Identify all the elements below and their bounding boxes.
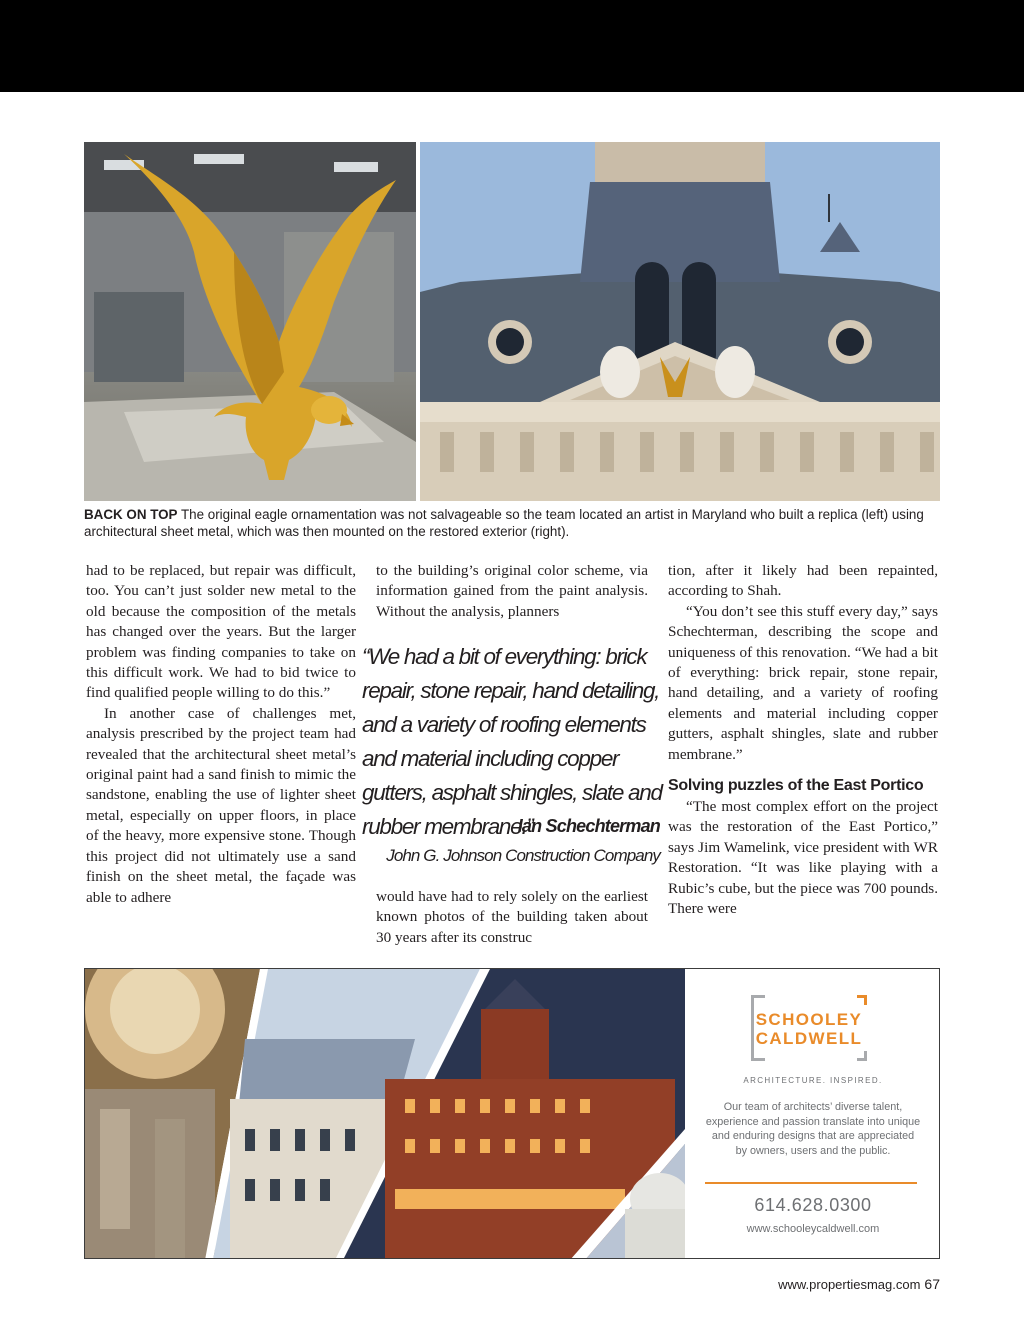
paragraph: had to be replaced, but repair was difficult, too. You can’t just solder new metal to the old because the composition of the metals has changed over the years. But the larger problem was finding companies to take on this difficult work. We had to bid twice to find qualified people willing to do this.” xyxy=(86,562,356,702)
section-subhead: Solving puzzles of the East Portico xyxy=(668,777,924,795)
schooley-caldwell-logo xyxy=(751,995,867,1061)
caption-text: The original eagle ornamentation was not salvageable so the team located an artist in Maryland who built a replica (left) using architectural sheet metal, which was then mounted on the restored exterior (right). xyxy=(84,507,924,539)
pull-quote-attribution-name: Ian Schechterman xyxy=(517,816,660,836)
logo-bracket xyxy=(857,1051,867,1061)
logo-bracket-accent xyxy=(857,995,867,1005)
restored-facade-photo xyxy=(420,142,940,501)
body-column-1 xyxy=(86,561,356,908)
caption-heading: BACK ON TOP xyxy=(84,507,178,522)
paragraph: to the building’s original color scheme, via information gained from the paint analysis. Without the analysis, planners xyxy=(376,562,648,620)
ad-website-link[interactable]: www.schooleycaldwell.com xyxy=(746,1223,880,1235)
photo-caption xyxy=(84,506,944,540)
logo-text-line-1: SCHOOLEY xyxy=(755,1010,863,1029)
ad-divider xyxy=(705,1182,917,1184)
ad-tagline: ARCHITECTURE. INSPIRED. xyxy=(743,1076,883,1085)
body-column-2-top xyxy=(376,561,648,622)
body-column-2-bottom xyxy=(376,887,648,948)
page-footer xyxy=(778,1276,940,1292)
paragraph: “The most complex effort on the project was the restoration of the East Portico,” says Jim Wamelink, vice president with WR Restoration. “It was like playing with a Rubic’s cube, but the piece was 700 pounds. There were xyxy=(668,798,938,918)
pull-quote: “We had a bit of everything: brick repair, stone repair, hand detailing, and a variety of roofing elements and material including copper gutters, asphalt shingles, slate and rubber membrane.” xyxy=(362,644,662,839)
ad-phone-number[interactable]: 614.628.0300 xyxy=(754,1195,872,1215)
footer-url[interactable]: www.propertiesmag.com xyxy=(778,1277,921,1292)
paragraph: would have had to rely solely on the earliest known photos of the building taken about 30 years after its construc xyxy=(376,888,648,946)
ad-building-collage xyxy=(85,969,685,1259)
schooley-caldwell-advertisement[interactable] xyxy=(84,968,940,1259)
ad-body-text: Our team of architects’ diverse talent, experience and passion translate into unique and enduring designs that are appreciated by owners, users and the public. xyxy=(705,1101,921,1157)
body-column-3 xyxy=(668,561,938,920)
pull-quote-attribution-organization: John G. Johnson Construction Company xyxy=(386,846,660,865)
top-black-band xyxy=(0,0,1024,92)
paragraph: tion, after it likely had been repainted, according to Shah. xyxy=(668,562,938,600)
eagle-replica-photo xyxy=(84,142,416,501)
page-number: 67 xyxy=(924,1276,940,1292)
paragraph: In another case of challenges met, analysis prescribed by the project team had revealed that the architectural sheet metal’s original paint had a sand finish to mimic the sandstone, enabling the use of lighter sheet metal, especially on upper floors, in place of the heavy, more expensive stone. Though this project did not ultimately use a sand finish on the sheet metal, the façade was able to adhere xyxy=(86,704,356,906)
paragraph: “You don’t see this stuff every day,” says Schechterman, describing the scope and uniqueness of this renovation. “We had a bit of everything: brick repair, stone repair, hand detailing, and a variety of roofing elements and material including copper gutters, asphalt shingles, slate and rubber membrane.” xyxy=(668,602,938,763)
logo-text-line-2: CALDWELL xyxy=(755,1029,863,1048)
